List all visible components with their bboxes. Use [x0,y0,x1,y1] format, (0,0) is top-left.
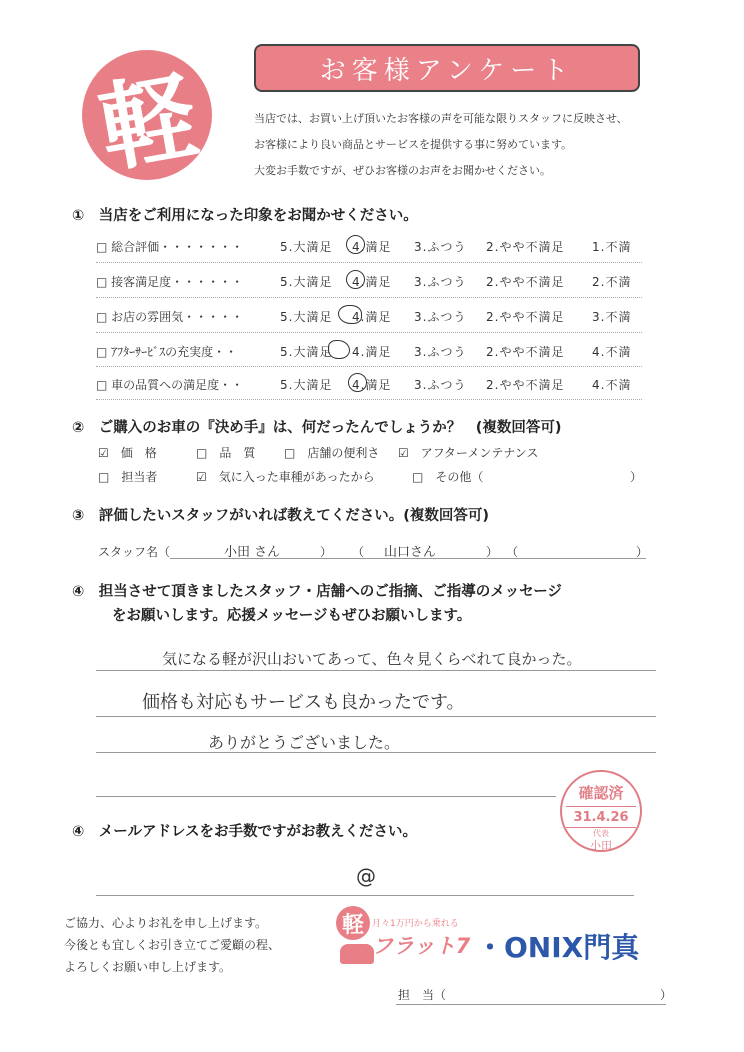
tanto-label: 担 当（ [398,988,447,1002]
thanks-line-1: ご協力、心よりお礼を申し上げます。 [64,916,268,930]
email-underline [96,895,634,896]
hand-circle-mark [348,373,367,392]
option-2: 2.やや不満足 [486,240,565,254]
stamp-date: 31.4.26 [573,810,629,825]
q5-heading: ④ メールアドレスをお手数ですがお教えください。 [72,824,418,840]
hand-circle-mark [346,235,365,254]
option-5: 5.大満足 [280,240,333,254]
option-4: 4.満足 [352,240,392,254]
q1-row-service [96,273,642,295]
option-2: 2.やや不満足 [486,310,565,324]
answer-line-2 [96,716,656,717]
answer-line-4 [96,796,556,797]
q3-heading: ③ 評価したいスタッフがいれば教えてください。(複数回答可) [72,508,490,524]
staff-name-2: 山口さん [384,545,437,560]
q2-heading: ② ご購入のお車の『決め手』は、何だったんでしょうか？ (複数回答可) [72,420,562,436]
option-1: 1.不満 [592,240,632,254]
stamp-divider [566,806,636,807]
option-2: 2.やや不満足 [486,345,565,359]
q1-heading: ① 当店をご利用になった印象をお聞かせください。 [72,208,418,224]
option-3: 3.ふつう [414,310,467,324]
answer-text-1: 気になる軽が沢山おいてあって、色々見くらべれて良かった。 [162,650,582,668]
stamp-top: 確認済 [578,784,624,802]
option-4: 4.満足 [352,345,392,359]
answer-line-1 [96,670,656,671]
option-4: 4.満足 [352,275,392,289]
row-label: □ 車の品質への満足度・・ [96,378,244,392]
email-at-sign: @ [356,864,376,888]
hand-circle-mark [328,340,350,359]
option-5: 5.大満足 [280,310,333,324]
row-divider [96,262,642,263]
q2-other-close: ） [630,470,643,484]
q2-option-staff: □ 担当者 [98,470,158,484]
tanto-close: ） [660,988,673,1002]
staff-paren-close-2: ） [486,545,499,559]
staff-paren-close-1: ） [320,545,333,559]
q2-option-quality: □ 品 質 [196,446,256,460]
row-divider [96,297,642,298]
row-divider [96,399,642,400]
thanks-line-2: 今後とも宜しくお引き立てご愛顧の程、 [64,938,281,952]
option-5: 5.大満足 [280,345,333,359]
staff-underline [170,558,646,559]
brand-badge: 軽 [336,906,370,940]
car-icon [340,944,374,964]
option-3: 3.ふつう [414,345,467,359]
thanks-line-3: よろしくお願い申し上げます。 [64,960,232,974]
q2-option-other: □ その他（ [412,470,484,484]
q1-row-overall [96,238,642,260]
brand-flat7: フラット7 [372,934,471,958]
row-label: □ 接客満足度・・・・・・ [96,275,244,289]
brand-tagline: 月々1万円から乗れる [372,919,459,929]
staff-paren-close-3: ） [636,545,649,559]
q1-row-after-service [96,343,642,365]
option-1: 3.不満 [592,310,632,324]
q1-row-atmosphere [96,308,642,330]
q2-option-model: ☑ 気に入った車種があったから [196,470,375,484]
logo-kei: 軽 [91,57,206,186]
brand-onix-kadoma: ・ONIX門真 [476,931,640,964]
hand-circle-mark [338,305,362,324]
intro-line-3: 大変お手数ですが、ぜひお客様のお声をお聞かせください。 [254,164,551,177]
option-3: 3.ふつう [414,240,467,254]
option-3: 3.ふつう [414,378,467,392]
staff-label: スタッフ名（ [98,545,171,559]
staff-paren-open-2: （ [352,545,365,559]
row-label: □ お店の雰囲気・・・・・ [96,310,244,324]
q4-heading-2: をお願いします。応援メッセージもぜひお願いします。 [112,608,472,624]
stamp-role: 代表 [593,829,609,838]
staff-name-1: 小田 さん [224,545,281,560]
page-title: お客様アンケート [254,44,640,92]
staff-paren-open-3: （ [506,545,519,559]
q1-row-quality [96,376,642,398]
option-1: 4.不満 [592,378,632,392]
option-1: 4.不満 [592,345,632,359]
row-divider [96,332,642,333]
q2-option-maintenance: ☑ アフターメンテナンス [398,446,539,460]
q2-option-price: ☑ 価 格 [98,446,157,460]
answer-text-2: 価格も対応もサービスも良かったです。 [142,692,465,713]
tanto-underline [396,1004,666,1005]
intro-line-2: お客様により良い商品とサービスを提供する事に努めています。 [254,138,573,151]
option-1: 2.不満 [592,275,632,289]
option-2: 2.やや不満足 [486,275,565,289]
row-label: □ 総合評価・・・・・・・ [96,240,244,254]
q4-heading-1: ④ 担当させて頂きましたスタッフ・店舗へのご指摘、ご指導のメッセージ [72,584,562,600]
row-divider [96,366,642,367]
confirmation-stamp [560,770,642,852]
answer-text-3: ありがとうございました。 [208,733,401,752]
option-4: 4.満足 [352,310,392,324]
option-5: 5.大満足 [280,275,333,289]
option-2: 2.やや不満足 [486,378,565,392]
option-5: 5.大満足 [280,378,333,392]
q2-option-convenience: □ 店舗の便利さ [284,446,380,460]
stamp-name: 小田 [590,839,612,852]
hand-circle-mark [346,270,365,289]
option-4: 4.満足 [352,378,392,392]
intro-line-1: 当店では、お買い上げ頂いたお客様の声を可能な限りスタッフに反映させ、 [254,112,628,125]
option-3: 3.ふつう [414,275,467,289]
row-label: □ ｱﾌﾀｰｻｰﾋﾞｽの充実度・・ [96,345,238,359]
